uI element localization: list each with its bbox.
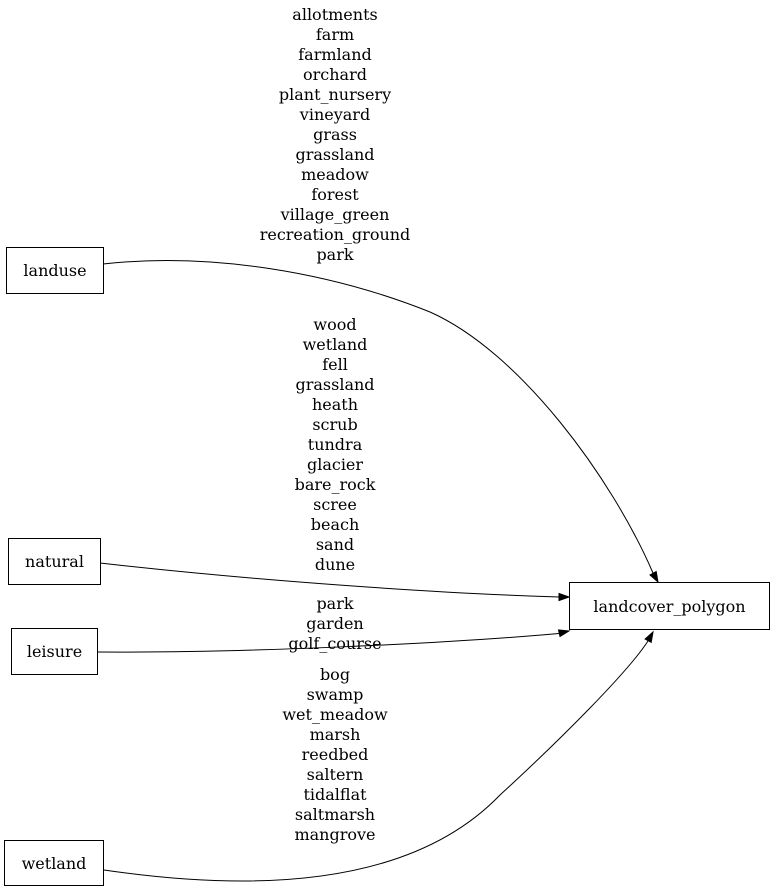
edge-value: tidalflat — [303, 785, 367, 804]
edge-label-landuse-values — [185, 5, 485, 265]
edge-value: bare_rock — [294, 475, 376, 494]
arrowhead-leisure — [559, 630, 570, 637]
edge-value: park — [316, 245, 354, 264]
node-leisure-label: leisure — [26, 642, 83, 661]
edge-value: scrub — [312, 415, 358, 434]
edge-value: meadow — [301, 165, 369, 184]
edge-value: wetland — [302, 335, 368, 354]
edge-label-leisure-values — [185, 594, 485, 654]
edge-value: reedbed — [301, 745, 369, 764]
edge-value: village_green — [280, 205, 390, 224]
arrowhead-natural — [559, 594, 569, 601]
edge-value: grassland — [295, 375, 375, 394]
edge-value: tundra — [307, 435, 363, 454]
edge-value: vineyard — [299, 105, 371, 124]
edge-value: mangrove — [294, 825, 376, 844]
node-wetland — [4, 840, 104, 886]
edge-value: farm — [315, 25, 355, 44]
edge-value: wet_meadow — [282, 705, 388, 724]
node-landuse-label: landuse — [23, 261, 87, 280]
edge-value: farmland — [298, 45, 372, 64]
edge-value: park — [316, 594, 354, 613]
arrowhead-wetland — [645, 632, 653, 642]
edge-value: golf_course — [288, 634, 382, 653]
edge-value: dune — [314, 555, 356, 574]
edge-label-natural-values — [185, 315, 485, 575]
edge-value: swamp — [306, 685, 364, 704]
arrowhead-landuse — [650, 572, 658, 583]
edge-value: allotments — [292, 5, 378, 24]
edge-value: plant_nursery — [278, 85, 392, 104]
edge-value: glacier — [306, 455, 364, 474]
edge-value: marsh — [309, 725, 361, 744]
edge-value: garden — [306, 614, 364, 633]
edge-value: wood — [313, 315, 357, 334]
node-landcover-polygon — [569, 582, 770, 630]
edge-value: orchard — [303, 65, 367, 84]
edge-value: fell — [322, 355, 348, 374]
edge-value: forest — [311, 185, 359, 204]
edge-value: grassland — [295, 145, 375, 164]
edge-value: recreation_ground — [259, 225, 411, 244]
edge-value: scree — [313, 495, 357, 514]
node-natural — [8, 538, 101, 585]
node-wetland-label: wetland — [21, 853, 87, 873]
edge-value: sand — [315, 535, 355, 554]
edge-value: bog — [319, 665, 351, 684]
node-natural-label: natural — [25, 552, 84, 571]
edge-value: grass — [313, 125, 357, 144]
edge-value: beach — [310, 515, 360, 534]
node-landcover-polygon-label: landcover_polygon — [593, 596, 746, 616]
edge-value: saltmarsh — [294, 805, 376, 824]
edge-value: heath — [311, 395, 359, 414]
node-landuse — [6, 247, 104, 294]
node-leisure — [11, 628, 98, 675]
edge-label-wetland-values — [185, 665, 485, 845]
edge-value: saltern — [306, 765, 364, 784]
